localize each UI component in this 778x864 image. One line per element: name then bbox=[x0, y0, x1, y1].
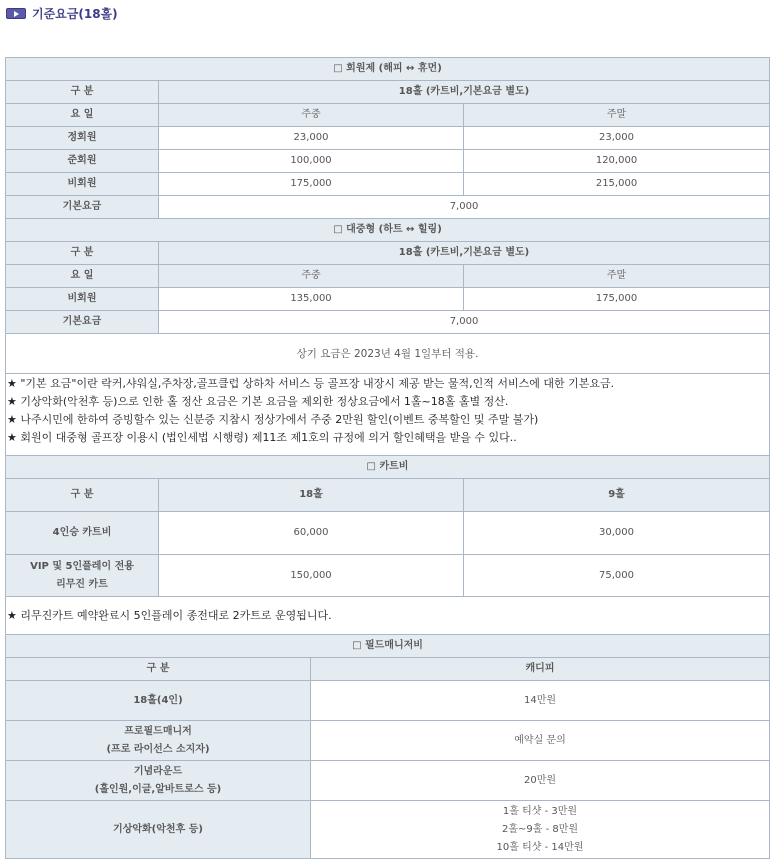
weekend-price: 215,000 bbox=[464, 173, 770, 196]
public-course-label: 18홀 (카트비,기본요금 별도) bbox=[159, 242, 770, 265]
note-line: ★ "기본 요금"이란 락커,샤워실,주차장,골프클럽 상하차 서비스 등 골프장 내장시 제공 받는 물적,인적 서비스에 대한 기본요금. bbox=[7, 377, 615, 390]
field-col-label: 구 분 bbox=[6, 658, 311, 681]
table-row bbox=[6, 127, 770, 150]
row-label: 정회원 bbox=[6, 127, 159, 150]
row-label-line1: 기념라운드 bbox=[133, 765, 183, 777]
weekend-price: 175,000 bbox=[464, 288, 770, 311]
table-row bbox=[6, 150, 770, 173]
table-row bbox=[6, 721, 770, 761]
row-label bbox=[6, 761, 311, 801]
weekday-price: 175,000 bbox=[159, 173, 464, 196]
public-day-label: 요 일 bbox=[6, 265, 159, 288]
row-label-line2: (홀인원,이글,알바트로스 등) bbox=[94, 783, 222, 795]
public-weekday-header: 주중 bbox=[159, 265, 464, 288]
member-col-label: 구 분 bbox=[6, 81, 159, 104]
member-base-label: 기본요금 bbox=[6, 196, 159, 219]
row-label: 18홀(4인) bbox=[6, 681, 311, 721]
weekend-price: 120,000 bbox=[464, 150, 770, 173]
cart-9-header: 9홀 bbox=[464, 479, 770, 512]
caddie-fee: 예약실 문의 bbox=[311, 721, 770, 761]
cart-18-header: 18홀 bbox=[159, 479, 464, 512]
table-row bbox=[6, 761, 770, 801]
cart-18-price: 60,000 bbox=[159, 512, 464, 555]
row-label: 준회원 bbox=[6, 150, 159, 173]
note-line: ★ 기상악화(악천후 등)으로 인한 홀 정산 요금은 기본 요금을 제외한 정상요금에서 1홀~18홀 홀별 정산. bbox=[7, 395, 509, 408]
caddie-fee: 14만원 bbox=[311, 681, 770, 721]
row-label-line2: 리무진 카트 bbox=[56, 578, 108, 590]
public-weekend-header: 주말 bbox=[464, 265, 770, 288]
member-section-title: □ 회원제 (해피 ↔ 휴먼) bbox=[6, 58, 770, 81]
public-col-label: 구 분 bbox=[6, 242, 159, 265]
note-line: ★ 회원이 대중형 골프장 이용시 (법인세법 시행령) 제11조 제1호의 규정에 의거 할인혜택을 받을 수 있다.. bbox=[7, 431, 517, 444]
weather-fee-line: 2홀~9홀 - 8만원 bbox=[501, 823, 579, 835]
member-day-label: 요 일 bbox=[6, 104, 159, 127]
row-label bbox=[6, 555, 159, 597]
member-weekend-header: 주말 bbox=[464, 104, 770, 127]
row-label: 비회원 bbox=[6, 173, 159, 196]
table-row bbox=[6, 288, 770, 311]
cart-9-price: 30,000 bbox=[464, 512, 770, 555]
page-title-text: 기준요금(18홀) bbox=[32, 6, 118, 21]
arrow-right-icon bbox=[6, 8, 26, 19]
caddie-fee: 20만원 bbox=[311, 761, 770, 801]
pricing-table bbox=[5, 57, 770, 457]
weather-fee-line: 10홀 티샷 - 14만원 bbox=[496, 841, 584, 853]
table-row bbox=[6, 173, 770, 196]
cart-18-price: 150,000 bbox=[159, 555, 464, 597]
table-row bbox=[6, 801, 770, 859]
table-row bbox=[6, 555, 770, 597]
row-label-line2: (프로 라이선스 소지자) bbox=[106, 743, 210, 755]
effective-date-note: 상기 요금은 2023년 4월 1일부터 적용. bbox=[6, 334, 770, 374]
table-row bbox=[6, 681, 770, 721]
note-line: ★ 나주시민에 한하여 증빙할수 있는 신분증 지참시 정상가에서 주중 2만원 할인(이벤트 중복할인 및 주말 불가) bbox=[7, 413, 539, 426]
member-weekday-header: 주중 bbox=[159, 104, 464, 127]
row-label-line1: VIP 및 5인플레이 전용 bbox=[30, 560, 134, 572]
row-label: 기상악화(악천후 등) bbox=[6, 801, 311, 859]
row-label bbox=[6, 721, 311, 761]
public-base-label: 기본요금 bbox=[6, 311, 159, 334]
cart-9-price: 75,000 bbox=[464, 555, 770, 597]
weekday-price: 100,000 bbox=[159, 150, 464, 173]
member-course-label: 18홀 (카트비,기본요금 별도) bbox=[159, 81, 770, 104]
public-base-value: 7,000 bbox=[159, 311, 770, 334]
fee-notes bbox=[6, 374, 770, 457]
cart-note: ★ 리무진카트 예약완료시 5인플레이 종전대로 2카트로 운영됩니다. bbox=[6, 597, 770, 635]
cart-section-title: □ 카트비 bbox=[6, 456, 770, 479]
row-label: 4인승 카트비 bbox=[6, 512, 159, 555]
table-row bbox=[6, 512, 770, 555]
field-fee-header: 캐디피 bbox=[311, 658, 770, 681]
weekday-price: 23,000 bbox=[159, 127, 464, 150]
row-label: 비회원 bbox=[6, 288, 159, 311]
weather-fee-line: 1홀 티샷 - 3만원 bbox=[502, 805, 578, 817]
field-section-title: □ 필드매니저비 bbox=[6, 635, 770, 658]
member-base-value: 7,000 bbox=[159, 196, 770, 219]
cart-col-label: 구 분 bbox=[6, 479, 159, 512]
field-manager-table bbox=[5, 634, 770, 859]
weekend-price: 23,000 bbox=[464, 127, 770, 150]
row-label-line1: 프로필드매니저 bbox=[124, 725, 192, 737]
page-title bbox=[6, 4, 118, 22]
cart-fee-table bbox=[5, 455, 770, 635]
public-section-title: □ 대중형 (하트 ↔ 힐링) bbox=[6, 219, 770, 242]
weather-fee-list bbox=[311, 801, 770, 859]
weekday-price: 135,000 bbox=[159, 288, 464, 311]
